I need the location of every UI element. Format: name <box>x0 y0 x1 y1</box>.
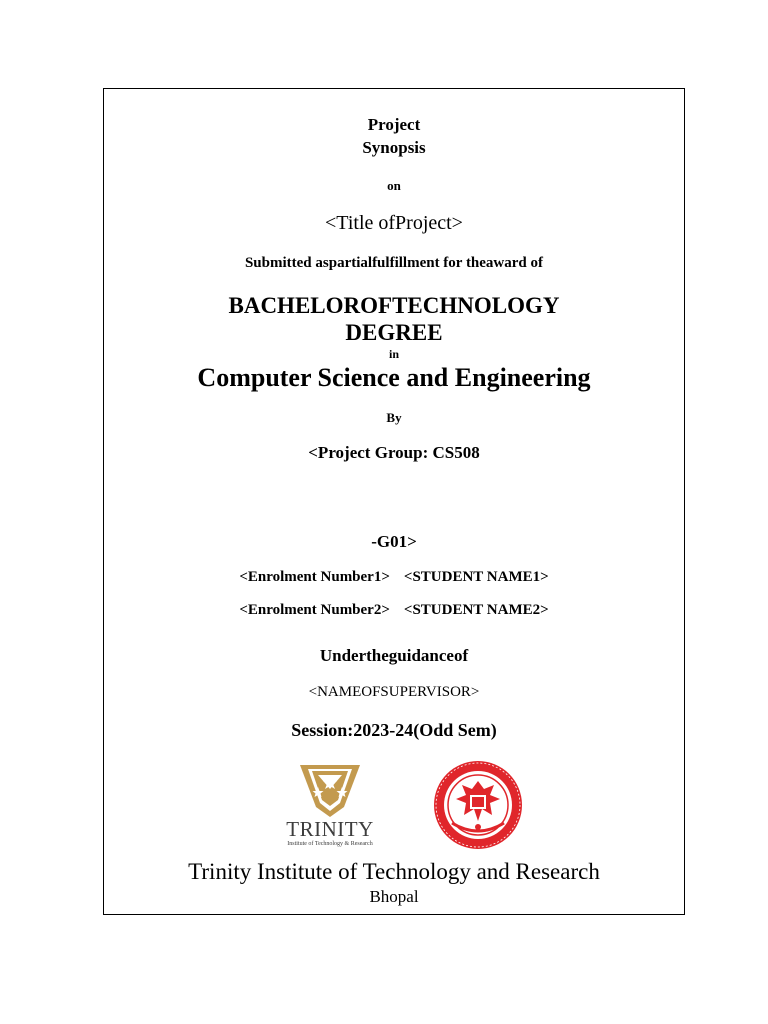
enrolment-number: <Enrolment Number2> <box>239 602 390 618</box>
document-page <box>103 88 685 915</box>
text-by: By <box>386 410 402 425</box>
student-name: <STUDENT NAME2> <box>403 602 549 618</box>
trinity-logo-subtitle: Institute of Technology & Research <box>287 841 373 847</box>
trinity-emblem-icon <box>280 761 380 819</box>
heading-project: Project <box>367 115 421 134</box>
submitted-text: Submitted aspartialfulfillment for theaward of <box>244 255 544 271</box>
heading-synopsis: Synopsis <box>362 138 426 157</box>
project-title: <Title ofProject> <box>325 212 463 234</box>
university-seal-icon <box>432 759 524 851</box>
student-row <box>104 603 684 618</box>
degree-line-2: DEGREE <box>345 320 443 345</box>
institute-city: Bhopal <box>369 887 419 906</box>
degree-line-1: BACHELOROFTECHNOLOGY <box>228 293 560 318</box>
enrolment-number: <Enrolment Number1> <box>239 569 390 585</box>
trinity-logo-word: TRINITY <box>286 817 374 841</box>
branch-name: Computer Science and Engineering <box>197 363 591 392</box>
supervisor-name: <NAMEOFSUPERVISOR> <box>308 684 480 700</box>
session-text: Session:2023-24(Odd Sem) <box>291 720 497 740</box>
guidance-text: Undertheguidanceof <box>319 646 469 665</box>
project-group-suffix: -G01> <box>371 532 417 551</box>
institute-name: Trinity Institute of Technology and Research <box>188 859 600 884</box>
trinity-logo-icon <box>280 761 380 853</box>
project-group: <Project Group: CS508 <box>308 443 480 462</box>
text-in: in <box>388 347 399 361</box>
student-name: <STUDENT NAME1> <box>403 569 549 585</box>
student-row <box>104 570 684 585</box>
text-on: on <box>387 178 401 193</box>
